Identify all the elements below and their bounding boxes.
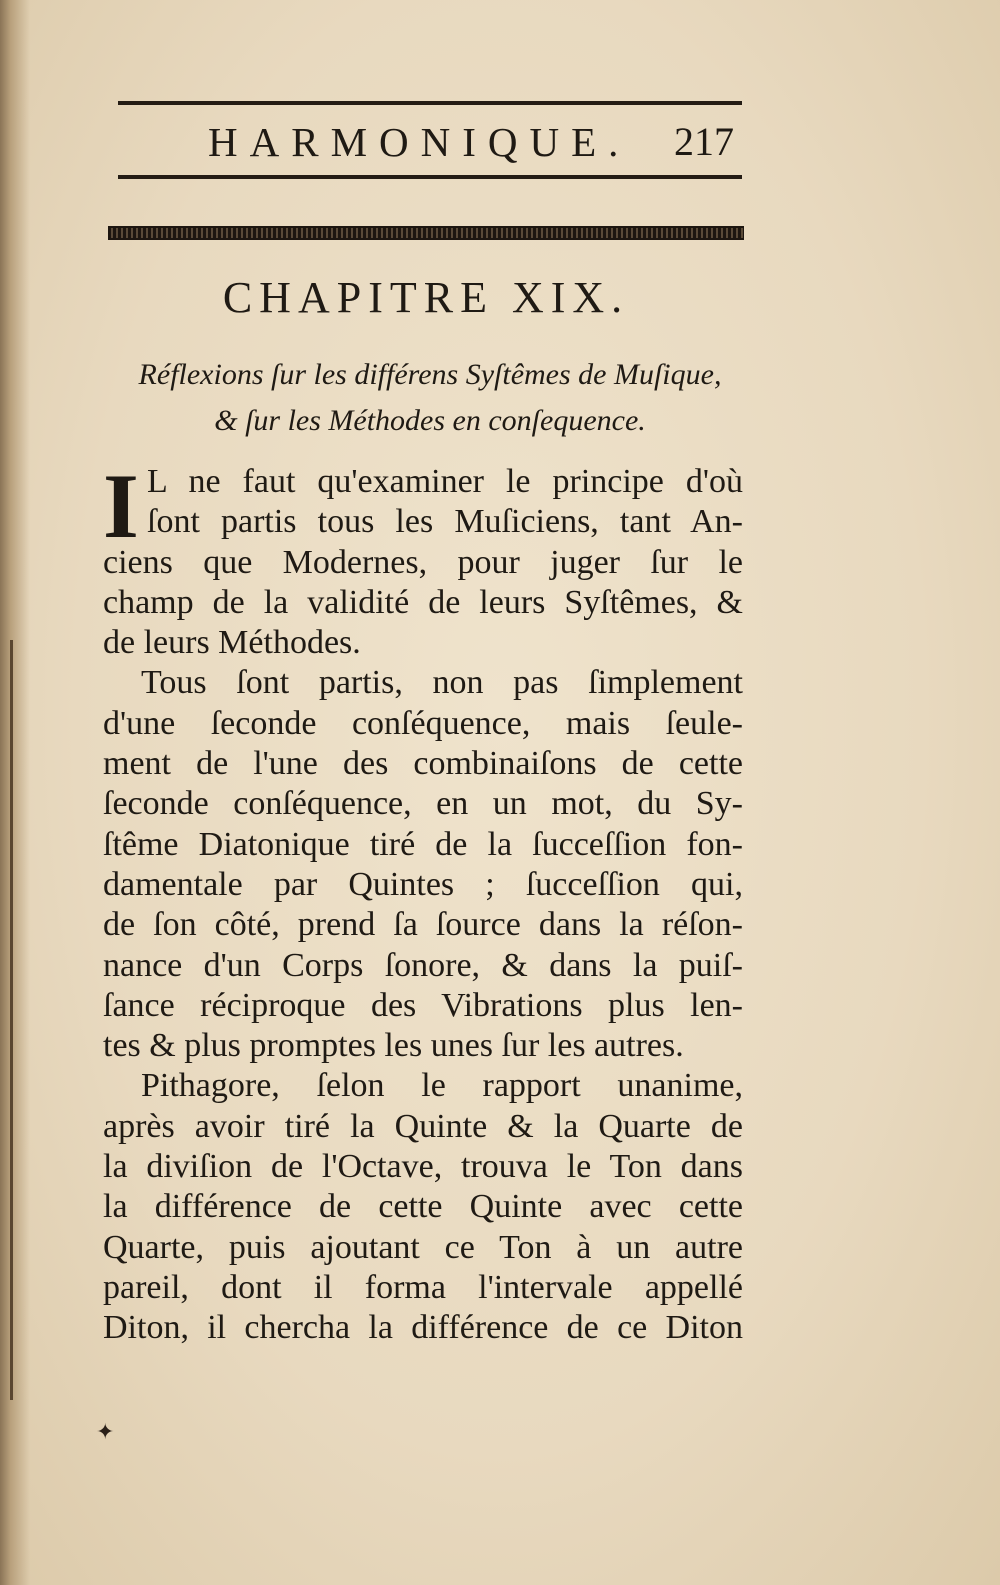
text-line: nance d'un Corps ſonore, & dans la puiſ- <box>103 946 743 984</box>
page-binding-edge <box>0 0 30 1585</box>
text-line: tes & plus promptes les unes ſur les autres. <box>103 1027 684 1065</box>
page-binding-line <box>10 640 13 1400</box>
chapter-heading: CHAPITRE XIX. <box>222 273 630 322</box>
text-line: ſont partis tous les Muſiciens, tant An- <box>147 503 743 541</box>
ink-speck-icon: ✦ <box>96 1420 115 1445</box>
header-top-rule <box>118 101 742 105</box>
text-line: la différence de cette Quinte avec cette <box>103 1188 743 1226</box>
text-line: de ſon côté, prend ſa ſource dans la réſon- <box>103 906 743 944</box>
chapter-subtitle-line-1: Réflexions ſur les différens Syſtêmes de Muſique, <box>138 358 722 391</box>
text-line: la diviſion de l'Octave, trouva le Ton dans <box>103 1148 743 1186</box>
running-head <box>118 110 742 170</box>
running-head-title: HARMONIQUE. <box>208 119 631 165</box>
header-bottom-rule <box>118 175 742 179</box>
chapter-subtitle-line-2: & ſur les Méthodes en conſequence. <box>214 404 646 437</box>
text-line: damentale par Quintes ; ſucceſſion qui, <box>103 865 743 903</box>
text-line: Pithagore, ſelon le rapport unanime, <box>141 1067 743 1105</box>
drop-cap: I <box>103 455 139 557</box>
text-line: de leurs Méthodes. <box>103 624 361 662</box>
text-line: Tous ſont partis, non pas ſimplement <box>141 664 743 702</box>
page-number: 217 <box>674 119 734 164</box>
text-line: ciens que Modernes, pour juger ſur le <box>103 543 743 581</box>
ornamental-band <box>108 226 744 240</box>
text-line: ment de l'une des combinaiſons de cette <box>103 745 743 783</box>
text-line: d'une ſeconde conſéquence, mais ſeule- <box>103 704 743 742</box>
text-line: L ne faut qu'examiner le principe d'où <box>147 463 743 500</box>
text-line: pareil, dont il forma l'intervale appellé <box>103 1268 743 1306</box>
text-line: ſance réciproque des Vibrations plus len- <box>103 986 743 1024</box>
text-line: ſeconde conſéquence, en un mot, du Sy- <box>103 785 743 823</box>
text-line: champ de la validité de leurs Syſtêmes, & <box>103 583 743 621</box>
text-line: Quarte, puis ajoutant ce Ton à un autre <box>103 1228 743 1266</box>
body-text <box>103 455 743 1349</box>
text-line: après avoir tiré la Quinte & la Quarte de <box>103 1107 743 1145</box>
chapter-subtitle <box>100 352 760 444</box>
text-line: Diton, il chercha la différence de ce Diton <box>103 1309 743 1347</box>
text-line: ſtême Diatonique tiré de la ſucceſſion fon- <box>103 825 743 863</box>
